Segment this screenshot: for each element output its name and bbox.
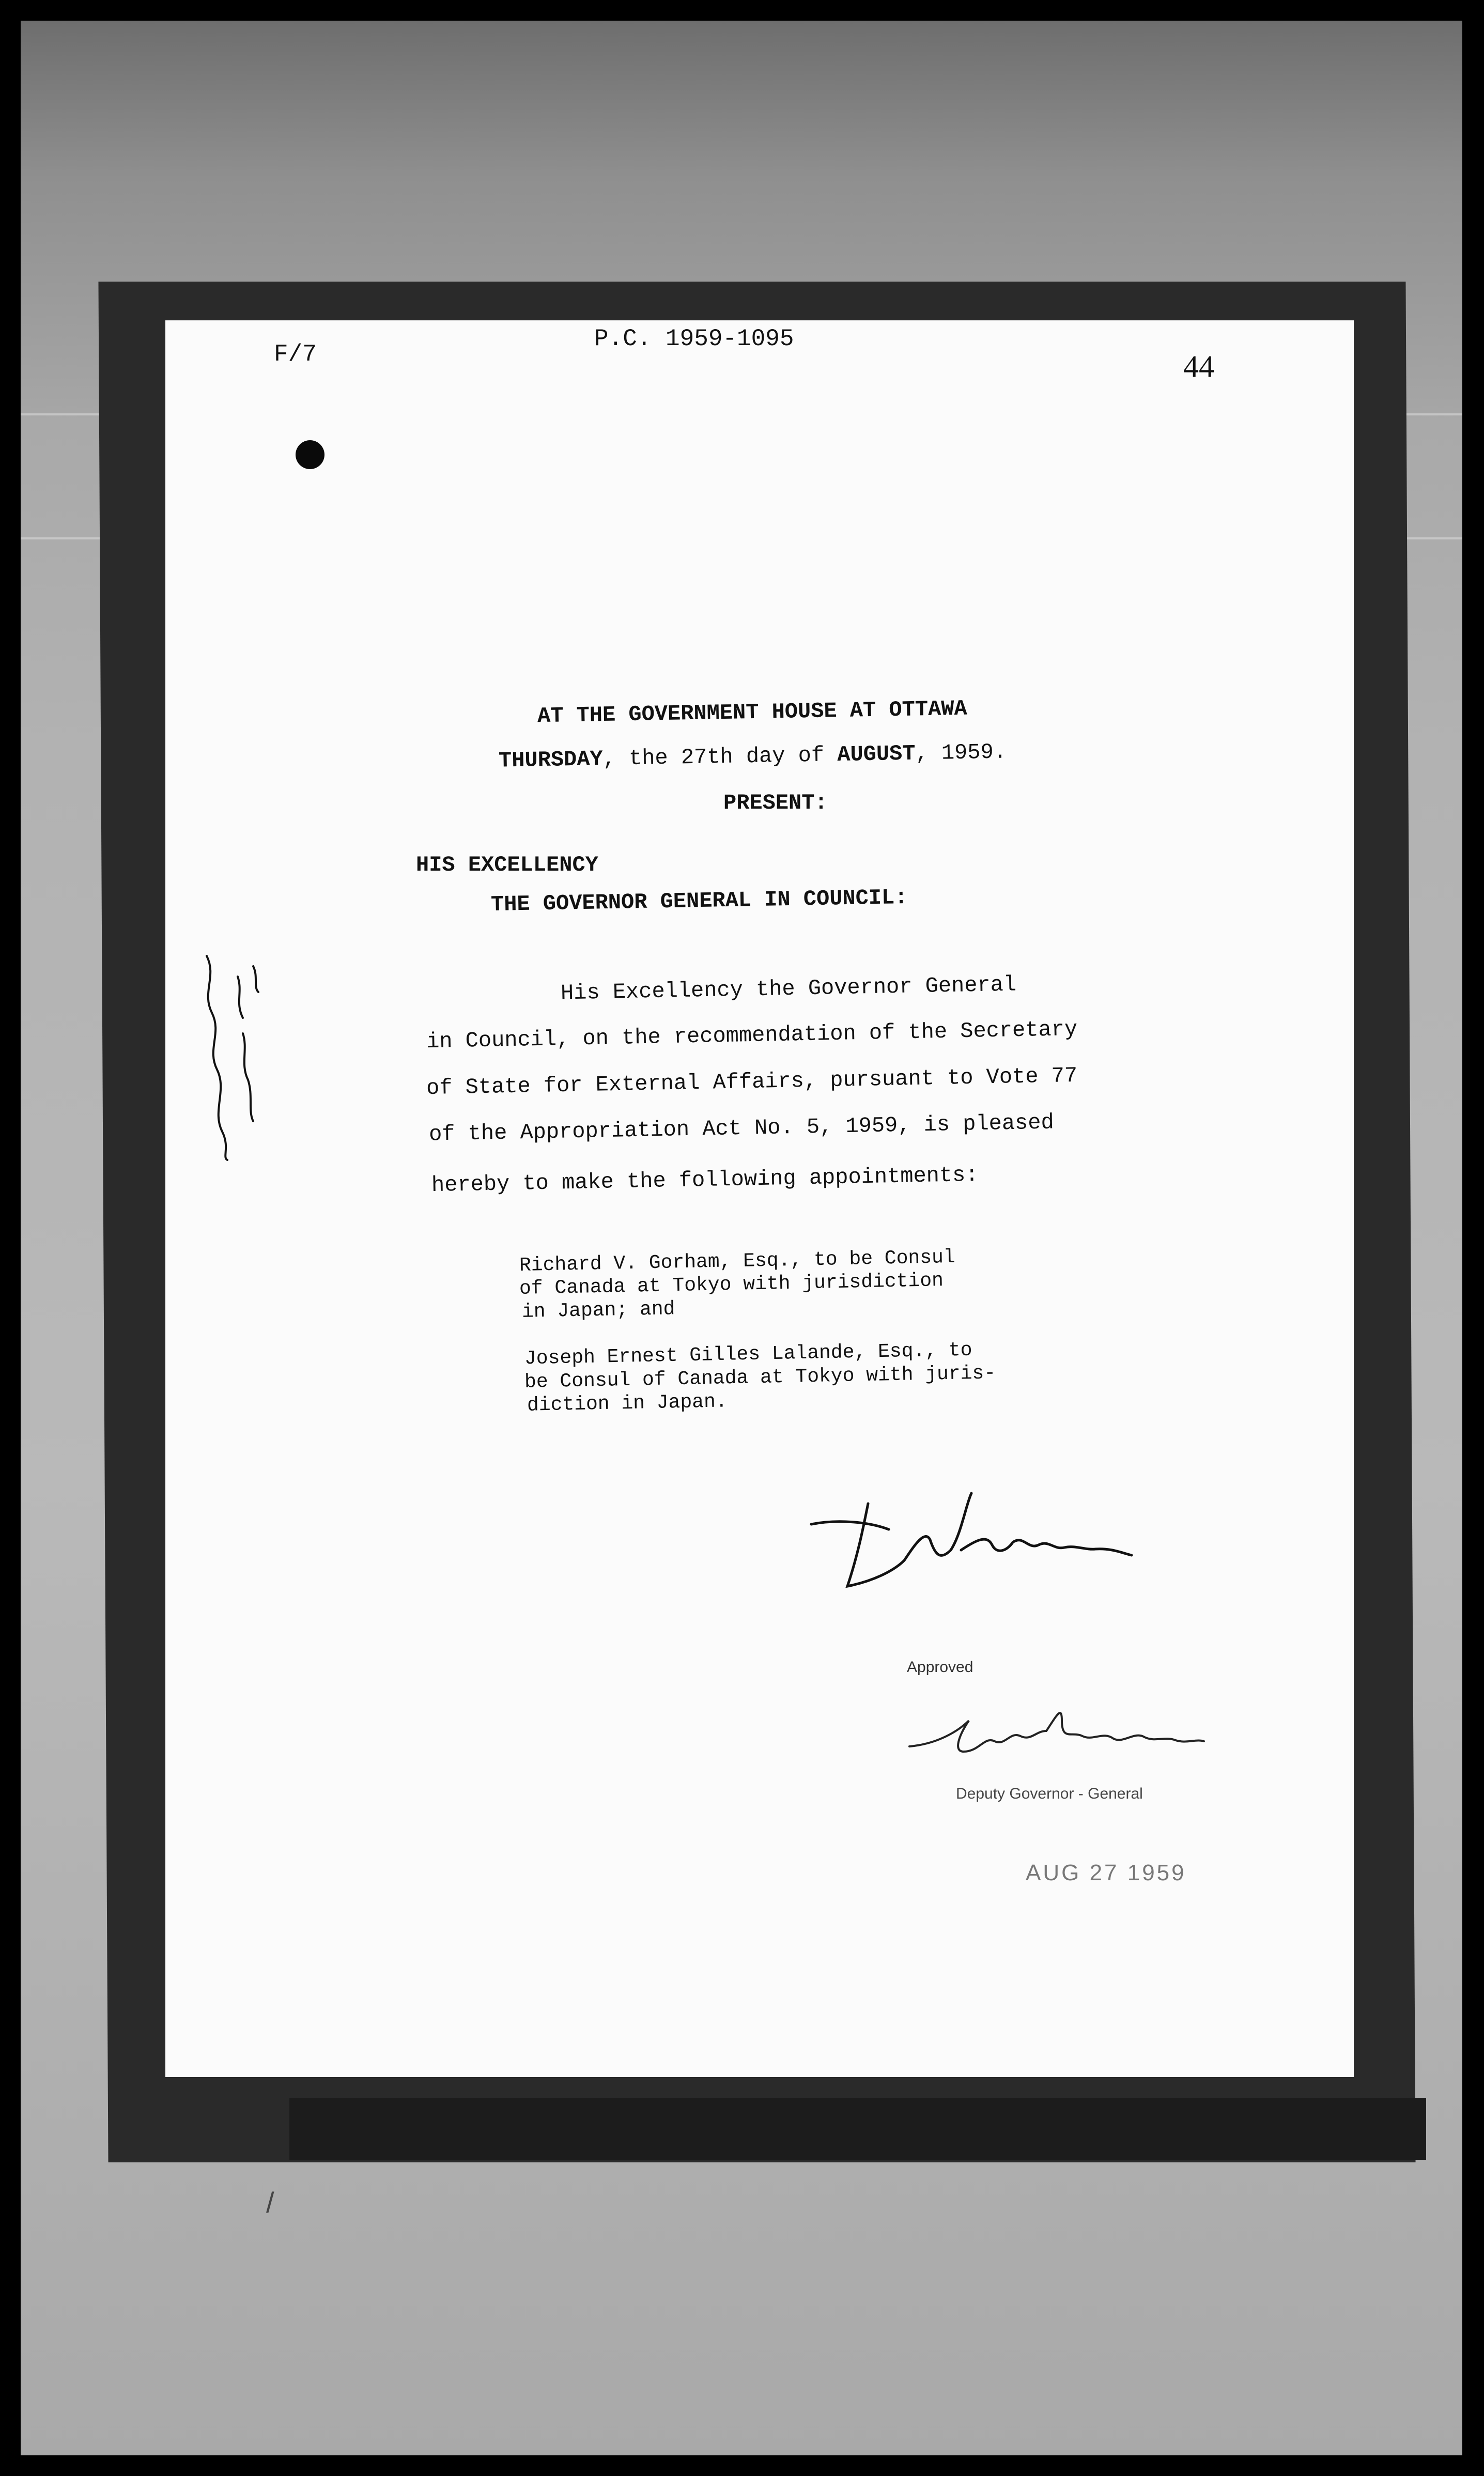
order-in-council-number: P.C. 1959-1095 xyxy=(594,326,794,352)
presence-line-2: THE GOVERNOR GENERAL IN COUNCIL: xyxy=(490,885,908,918)
appointment-2-line: Joseph Ernest Gilles Lalande, Esq., to xyxy=(524,1339,972,1370)
header-day: THURSDAY xyxy=(498,747,604,773)
appointment-1-line: of Canada at Tokyo with jurisdiction xyxy=(519,1270,944,1300)
header-month: AUGUST xyxy=(837,741,916,768)
body-line: of the Appropriation Act No. 5, 1959, is pleased xyxy=(428,1110,1055,1147)
date-stamp: AUG 27 1959 xyxy=(1026,1860,1186,1885)
appointment-1-line: Richard V. Gorham, Esq., to be Consul xyxy=(519,1246,956,1277)
header-present: PRESENT: xyxy=(723,791,828,815)
film-frame-mark: / xyxy=(266,2186,274,2219)
header-location: AT THE GOVERNMENT HOUSE AT OTTAWA xyxy=(537,696,968,729)
appointment-2-line: be Consul of Canada at Tokyo with juris- xyxy=(524,1362,996,1394)
appointment-2-line: diction in Japan. xyxy=(527,1390,728,1417)
file-reference: F/7 xyxy=(274,341,317,368)
header-date-end: , 1959. xyxy=(915,739,1007,766)
document-page xyxy=(165,320,1354,2077)
body-line: of State for External Affairs, pursuant to Vote 77 xyxy=(426,1063,1078,1101)
deputy-governor-signature xyxy=(907,1700,1207,1772)
body-line: in Council, on the recommendation of the Secretary xyxy=(426,1016,1078,1055)
body-line: hereby to make the following appointments: xyxy=(431,1162,979,1198)
approved-label: Approved xyxy=(907,1659,973,1676)
header-date-mid: , the 27th day of xyxy=(602,742,838,772)
body-line: His Excellency the Governor General xyxy=(560,972,1017,1006)
page-number: 44 xyxy=(1183,349,1214,383)
minister-signature xyxy=(806,1483,1137,1597)
appointment-1-line: in Japan; and xyxy=(521,1298,675,1323)
handwritten-margin-note xyxy=(186,946,274,1163)
page-shadow-bottom xyxy=(289,2098,1426,2160)
deputy-governor-label: Deputy Governor - General xyxy=(956,1785,1143,1802)
presence-line-1: HIS EXCELLENCY xyxy=(416,853,598,877)
punch-hole xyxy=(296,440,324,469)
